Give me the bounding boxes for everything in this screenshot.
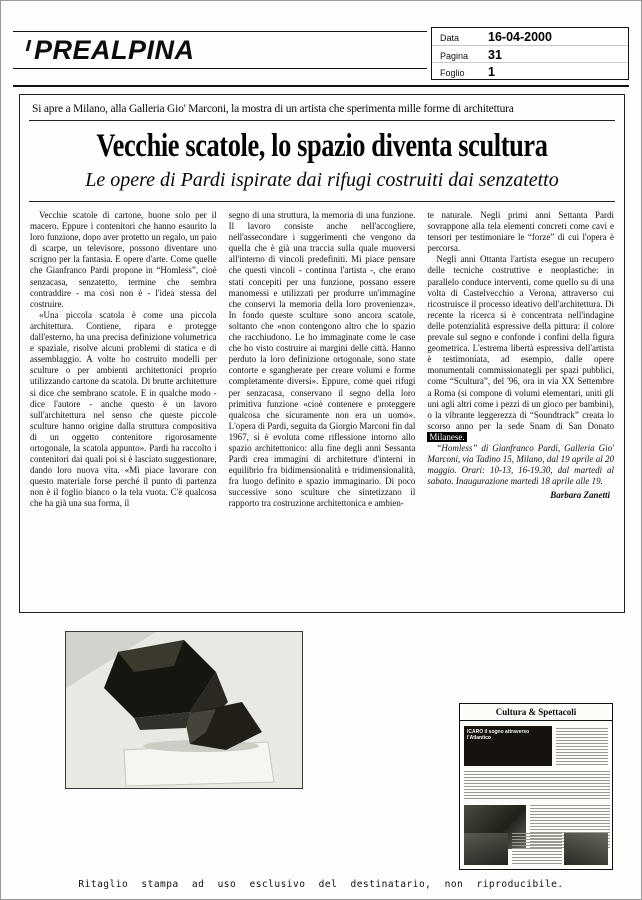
meta-value-foglio: 1 (488, 65, 495, 79)
thumbnail-text-lines (556, 728, 608, 766)
thumbnail-text-lines (464, 771, 610, 799)
thumbnail-body (460, 721, 612, 869)
paragraph: Vecchie scatole di cartone, buone solo per il macero. Eppure i contenitori che hanno esaurito la loro funzione, dopo aver protetto un regalo, un paio di scarpe, un televisore, possono diventare uno scrigno per la fantasia. E opere d'arte. Come quelle che Gianfranco Pardi propone in “Homless”, cioè senzacasa, senzatetto, termine che sembra contraddire - ma così non è - l'idea stessa del costruire. (30, 210, 217, 309)
paragraph-text: Negli anni Ottanta l'artista esegue un recupero delle tecniche costruttive e neoplastiche: in parallelo conduce interventi, come quello su di una volta di Castelvecchio a Verona, attraverso cui ricostruisce il processo ideativo dell'architettura. Di recente la ricerca si è concentrata nell'indagine delle potenzialità espressive della pittura: il colore prevale sul segno e confonde i confini della figura geometrica. L'estrema libertà espressiva dell'artista è testimoniata, ad esempio, dalle opere monumentali commissionategli per spazi pubblici, come “Scultura”, del '96, ora in via XX Settembre a Roma (si compone di volumi elementari, uniti gli uni agli altri come i pezzi di un gioco per bambini), o la vibrante leggerezza di “Soundtrack” creata lo scorso anno per la sede Snam di San Donato (427, 254, 615, 431)
masthead-divider (13, 85, 629, 87)
logo-mark-icon (26, 40, 32, 51)
article-column-3 (427, 210, 614, 602)
meta-value-pagina: 31 (488, 48, 502, 62)
clipping-disclaimer: Ritaglio stampa ad uso esclusivo del destinatario, non riproducibile. (78, 879, 564, 890)
meta-row-foglio (432, 62, 628, 79)
page-thumbnail (459, 703, 613, 870)
article-column-2 (229, 210, 416, 602)
meta-row-data (432, 28, 628, 45)
newspaper-logo: PREALPINA (34, 34, 195, 65)
meta-label-pagina: Pagina (440, 51, 469, 61)
article-byline: Barbara Zanetti (550, 490, 611, 501)
thumbnail-photo (464, 833, 508, 865)
article-column-1 (30, 210, 217, 602)
article-columns (29, 202, 615, 602)
paragraph (427, 254, 614, 443)
paragraph: te naturale. Negli primi anni Settanta Pardi sovrappone alla tela elementi concreti come cavi e tensori per testimoniare le “forze” di cui l'opera è percorsa. (427, 210, 615, 254)
thumbnail-section-title: Cultura & Spettacoli (460, 704, 612, 721)
exhibition-info: “Homless” di Gianfranco Pardi, Galleria Gio' Marconi, via Tadino 15, Milano, dal 19 aprile al 20 maggio. Orari: 10-13, 16-19.30, dal martedì al sabato. Inaugurazione martedì 18 aprile alle 19. (427, 442, 615, 487)
thumbnail-photo (564, 833, 608, 865)
clipping-meta-table (431, 27, 629, 80)
article-kicker: Si apre a Milano, alla Galleria Gio' Marconi, la mostra di un artista che sperimenta mille forme di architettura (29, 95, 615, 121)
meta-value-data: 16-04-2000 (488, 30, 552, 44)
thumbnail-headline: ICARO il sogno attraverso l'Atlantico (464, 726, 552, 766)
artwork-photo (65, 631, 303, 789)
thumbnail-text-lines (512, 833, 562, 865)
sculpture-photo-image (66, 632, 302, 788)
meta-row-pagina (432, 45, 628, 62)
newspaper-masthead (13, 31, 427, 69)
meta-label-data: Data (440, 33, 460, 43)
article-subhead: Le opere di Pardi ispirate dai rifugi costruiti dai senzatetto (29, 166, 615, 202)
paragraph: segno di una struttura, la memoria di una funzione. Il lavoro consiste anche nell'accogliere, nell'assecondare i suggerimenti che vengono da quella che è già una traccia sulla quale muoversi all'interno di vincoli predefiniti. Mi piace pensare che questi vincoli - continua l'artista -, che erano stati concepiti per una funzione, possano essere manomessi e utilizzati per produrre un'immagine che conservi la memoria della loro provenienza». In fondo queste sculture sono ancora scatole, soltanto che «non contengono altro che lo spazio che racchiudono. Le ho immaginate come le case che ho visto costruire ai margini delle città. Hanno perduto la loro definizione ortogonale, sono state contorte e sgangherate per creare volumi e forme completamente diversi». Eppure, come quei rifugi per senzacasa, conservano il segno della loro primitiva funzione «cioè contenere e proteggere qualcosa che sicuramente non era un uomo». L'opera di Pardi, seguita da Giorgio Marconi fin dal 1967, si è evoluta come riflessione intorno allo spazio architettonico: alla fine degli anni Sessanta Pardi crea immagini di architetture d'interni in equilibrio fra bidimensionalità e tridimensionalità, fra luogo definito e spazio immaginario. Di poco successive sono sculture che sintetizzano il rapporto tra costruzione architettonica e ambien- (228, 210, 416, 509)
article-headline-text: Vecchie scatole, lo spazio diventa scultura (96, 128, 548, 164)
article-headline (29, 121, 615, 166)
article-box (19, 94, 625, 613)
paragraph: «Una piccola scatola è come una piccola architettura. Contiene, ripara e protegge dall'esterno, ha una precisa definizione volumetrica e spaziale, risolve alcuni problemi di statica e di assemblaggio. A volte ho costruito modelli per sculture o per ambienti architettonici proprio utilizzando cartone da scatola. Di brutte architetture si dice che sembrano scatole. E in qualche modo - dice l'autore - anche questo è un lavoro sull'architettura nel senso che queste piccole sculture hanno origine dalla struttura compositiva di un oggetto contenitore rigorosamente ortogonale, la scatola appunto». Pardi ha raccolto i contenitori dai quali poi si è lasciato suggestionare, dando loro nuova vita. «Mi piace lavorare con questo materiale forse perché il punto di partenza non è il foglio bianco o la tela vuota. C'è qualcosa che ha già una sua forma, il (30, 309, 217, 509)
highlighted-text: Milanese. (429, 431, 465, 442)
meta-label-foglio: Foglio (440, 68, 465, 78)
